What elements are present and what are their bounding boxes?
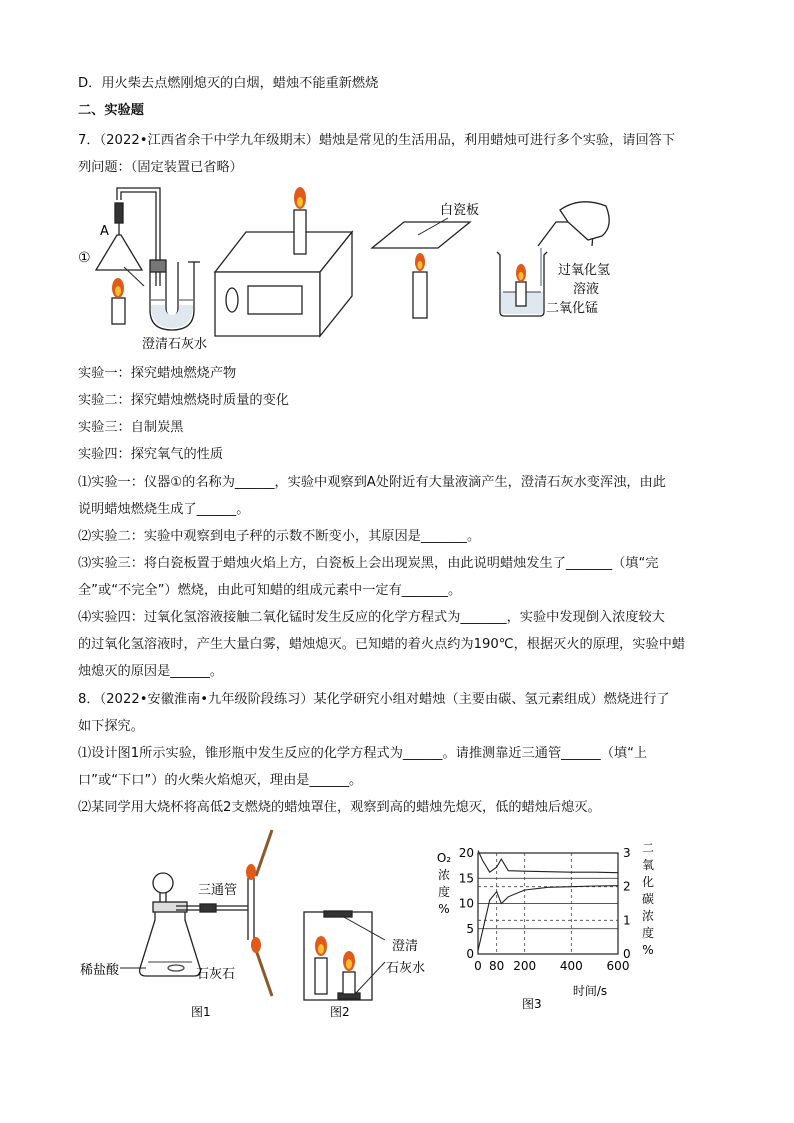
y-right-axis-label: 化 [641, 875, 655, 889]
fig2-caption: 图2 [330, 1005, 350, 1019]
y-left-tick-label: 15 [458, 871, 474, 886]
label-instrument-1: ① [78, 250, 91, 266]
label-clear-2: 石灰水 [386, 961, 426, 976]
fig1-caption: 图1 [191, 1005, 211, 1019]
label-mno2: 二氧化锰 [546, 301, 599, 316]
y-right-tick-label: 3 [623, 846, 631, 860]
exp-1: 实验一：探究蜡烛燃烧产物 [78, 366, 237, 381]
x-tick-label: 80 [489, 959, 505, 973]
label-limestone: 石灰石 [196, 967, 236, 982]
q7-part4-c: 烛熄灭的原因是______。 [78, 664, 224, 679]
y-left-axis-label: % [438, 902, 450, 916]
label-acid: 稀盐酸 [80, 963, 120, 978]
x-tick-label: 0 [474, 959, 482, 973]
q7-part3-b: 全”或“不完全”）燃烧，由此可知蜡的组成元素中一定有_______。 [78, 583, 462, 598]
series-line-o2 [478, 851, 618, 873]
y-right-axis-label: 度 [641, 926, 655, 940]
label-porcelain: 白瓷板 [440, 203, 480, 218]
q8-part1-b: 口”或“下口”）的火柴火焰熄灭，理由是______。 [78, 773, 363, 788]
x-tick-label: 400 [559, 959, 583, 973]
q7-stem-1: 7．（2022•江西省余干中学九年级期末）蜡烛是常见的生活用品，利用蜡烛可进行多个实验，请回答下 [78, 133, 676, 148]
y-right-axis-label: 浓 [641, 909, 655, 923]
label-tee: 三通管 [198, 883, 238, 898]
x-tick-label: 200 [513, 959, 537, 973]
y-left-tick-label: 0 [466, 947, 474, 961]
exp-2: 实验二：探究蜡烛燃烧时质量的变化 [78, 393, 289, 408]
exp-3: 实验三：自制炭黑 [78, 420, 184, 435]
label-h2o2-1: 过氧化氢 [558, 263, 611, 278]
x-axis-label: 时间/s [572, 984, 608, 998]
q7-part2: ⑵实验二：实验中观察到电子秤的示数不断变小，其原因是_______。 [78, 529, 481, 544]
y-left-tick-label: 20 [458, 846, 474, 860]
y-left-axis-label: 浓 [437, 868, 451, 882]
label-limewater: 澄清石灰水 [142, 337, 208, 352]
y-right-axis-label: 二 [641, 841, 655, 855]
q7-part1-b: 说明蜡烛燃烧生成了______。 [78, 502, 250, 517]
series-line-co2 [478, 886, 618, 951]
fig3-caption: 图3 [522, 997, 542, 1011]
section-heading: 二、实验题 [78, 103, 144, 118]
q8-part2: ⑵某同学用大烧杯将高低2支燃烧的蜡烛罩住，观察到高的蜡烛先熄灭，低的蜡烛后熄灭。 [78, 800, 601, 815]
label-a: A [100, 224, 109, 239]
y-right-tick-label: 1 [623, 913, 631, 928]
y-right-axis-label: % [642, 943, 654, 957]
q8-stem-1: 8．（2022•安徽淮南•九年级阶段练习）某化学研究小组对蜡烛（主要由碳、氢元素组成）燃烧进行了 [78, 692, 670, 707]
option-d: D．用火柴去点燃刚熄灭的白烟，蜡烛不能重新燃烧 [78, 76, 379, 91]
q8-stem-2: 如下探究。 [78, 719, 144, 734]
y-left-axis-label: O₂ [436, 851, 452, 865]
q7-part4-a: ⑷实验四：过氧化氢溶液接触二氧化锰时发生反应的化学方程式为_______，实验中发现倒入浓度较大 [78, 610, 665, 625]
y-right-axis-label: 氧 [641, 858, 655, 872]
q7-part1-a: ⑴实验一：仪器①的名称为______，实验中观察到A处附近有大量液滴产生，澄清石灰水变浑浊，由此 [78, 475, 666, 490]
q7-part3-a: ⑶实验三：将白瓷板置于蜡烛火焰上方，白瓷板上会出现炭黑，由此说明蜡烛发生了_______（填“完 [78, 556, 659, 571]
q7-part4-b: 的过氧化氢溶液时，产生大量白雾，蜡烛熄灭。已知蜡的着火点约为190℃，根据灭火的原理，实验中蜡 [78, 637, 686, 652]
exp-4: 实验四：探究氧气的性质 [78, 447, 224, 462]
y-right-tick-label: 2 [623, 879, 631, 894]
label-h2o2-2: 溶液 [573, 282, 600, 297]
y-left-axis-label: 度 [437, 885, 451, 899]
y-right-tick-label: 0 [623, 947, 631, 961]
q7-stem-2: 列问题：（固定装置已省略） [78, 160, 243, 175]
x-tick-label: 600 [606, 959, 630, 973]
y-left-tick-label: 5 [466, 921, 474, 936]
label-clear-1: 澄清 [392, 939, 419, 954]
y-left-tick-label: 10 [458, 896, 474, 911]
y-right-axis-label: 碳 [641, 892, 655, 906]
q8-part1-a: ⑴设计图1所示实验，锥形瓶中发生反应的化学方程式为______。请推测靠近三通管______（填“上 [78, 746, 648, 761]
